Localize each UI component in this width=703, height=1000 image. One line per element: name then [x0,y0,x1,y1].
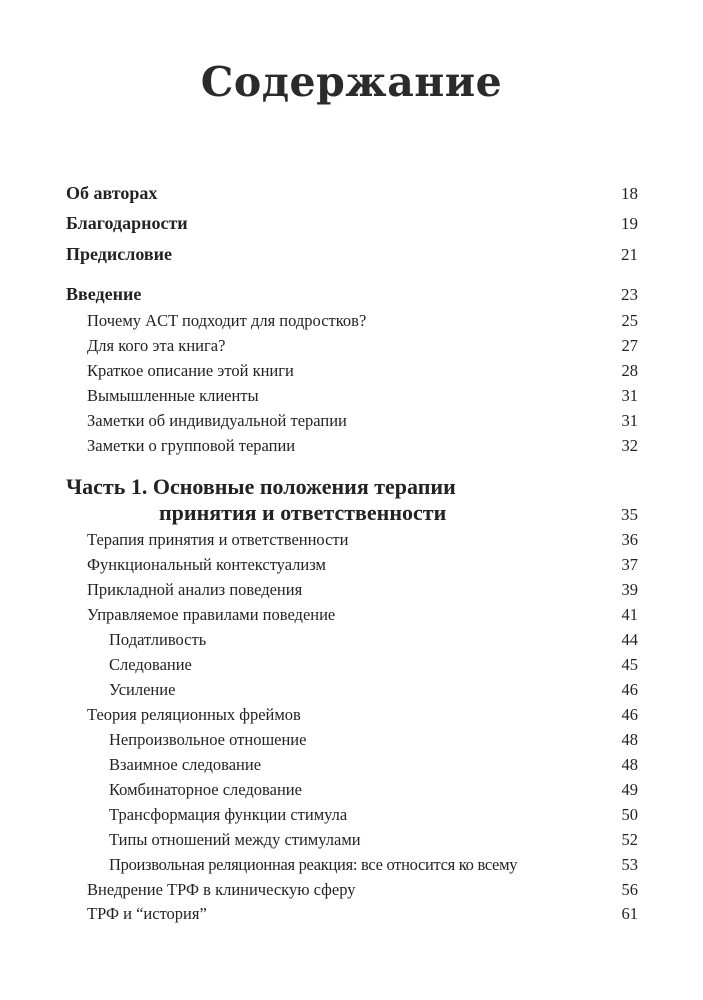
toc-page-number: 49 [621,780,638,799]
toc-page-number: 39 [621,580,638,599]
toc-entry [66,244,638,265]
toc-subentry [66,361,638,381]
toc-page-number: 35 [621,505,638,524]
toc-subentry [66,386,638,406]
toc-entry [66,213,638,234]
toc-entry-label: Введение [66,284,142,304]
toc-page-number: 32 [621,436,638,455]
toc-entry-label: Произвольная реляционная реакция: все относится ко всему [109,855,518,874]
toc-entry-label: Краткое описание этой книги [87,361,294,380]
toc-page-number: 23 [621,285,638,304]
toc-page-number: 53 [621,855,638,874]
page-title: Содержание [200,58,503,106]
toc-entry-label: ТРФ и “история” [87,904,207,923]
toc-page-number: 31 [621,386,638,405]
toc-subsubentry [66,855,638,875]
toc-subsubentry [66,780,638,800]
toc-page-number: 48 [621,730,638,749]
toc-entry-label: Почему ACT подходит для подростков? [87,311,367,330]
toc-entry-label: Усиление [109,680,176,699]
toc-page-number: 19 [621,214,638,233]
toc-page-number: 27 [621,336,638,355]
part-title-line-1: Часть 1. Основные положения терапии [66,474,456,499]
toc-page-number: 18 [621,184,638,203]
toc-entry-label: Внедрение ТРФ в клиническую сферу [87,880,356,899]
toc-subsubentry [66,830,638,850]
toc-entry-label: Комбинаторное следование [109,780,302,799]
toc-subentry [66,705,638,725]
toc-subsubentry [66,805,638,825]
toc-subentry [66,436,638,456]
toc-subentry [66,411,638,431]
toc-page-number: 46 [621,705,638,724]
toc-entry-label: Функциональный контекстуализм [87,555,326,574]
toc-entry-label: Прикладной анализ поведения [87,580,303,599]
toc-entry-label: Управляемое правилами поведение [87,605,336,624]
toc-entry-label: Трансформация функции стимула [109,805,348,824]
toc-subsubentry [66,755,638,775]
toc-entry-label: Терапия принятия и ответственности [87,530,349,549]
toc-subentry [66,580,638,600]
toc-subentry [66,904,638,924]
toc-page-number: 31 [621,411,638,430]
toc-entry-label: Для кого эта книга? [87,336,226,355]
toc-subentry [66,605,638,625]
toc-page-number: 25 [621,311,638,330]
toc-page-number: 52 [621,830,638,849]
toc-entry-label: Вымышленные клиенты [87,386,259,405]
toc-page-number: 45 [621,655,638,674]
toc-entry-label: Непроизвольное отношение [109,730,307,749]
toc-subsubentry [66,655,638,675]
part-title-line-2: принятия и ответственности [159,500,447,525]
toc-subsubentry [66,730,638,750]
toc-entry-label: Заметки о групповой терапии [87,436,296,455]
toc-entry-label: Податливость [109,630,207,649]
toc-entry-label: Заметки об индивидуальной терапии [87,411,347,430]
toc-page-number: 37 [621,555,638,574]
toc-subsubentry [66,630,638,650]
toc-page-number: 41 [621,605,638,624]
toc-page-number: 36 [621,530,638,549]
toc-entry [66,183,638,204]
toc-entry-label: Предисловие [66,244,172,264]
toc-entry-label: Следование [109,655,192,674]
toc-entry-label: Типы отношений между стимулами [109,830,361,849]
toc-entry-label: Взаимное следование [109,755,262,774]
toc-page-number: 46 [621,680,638,699]
toc-page-number: 61 [621,904,638,923]
toc-section-heading [66,284,638,305]
toc-subentry [66,880,638,900]
toc-subentry [66,336,638,356]
toc-subentry [66,555,638,575]
toc-page-number: 48 [621,755,638,774]
toc-page-number: 21 [621,245,638,264]
toc-page-number: 44 [621,630,638,649]
toc-entry-label: Об авторах [66,183,158,203]
toc-entry-label: Теория реляционных фреймов [87,705,301,724]
toc-subentry [66,530,638,550]
toc-page-number: 28 [621,361,638,380]
toc-page-number: 56 [621,880,638,899]
toc-subentry [66,311,638,331]
toc-page-number: 50 [621,805,638,824]
toc-entry-label: Благодарности [66,213,188,233]
toc-subsubentry [66,680,638,700]
